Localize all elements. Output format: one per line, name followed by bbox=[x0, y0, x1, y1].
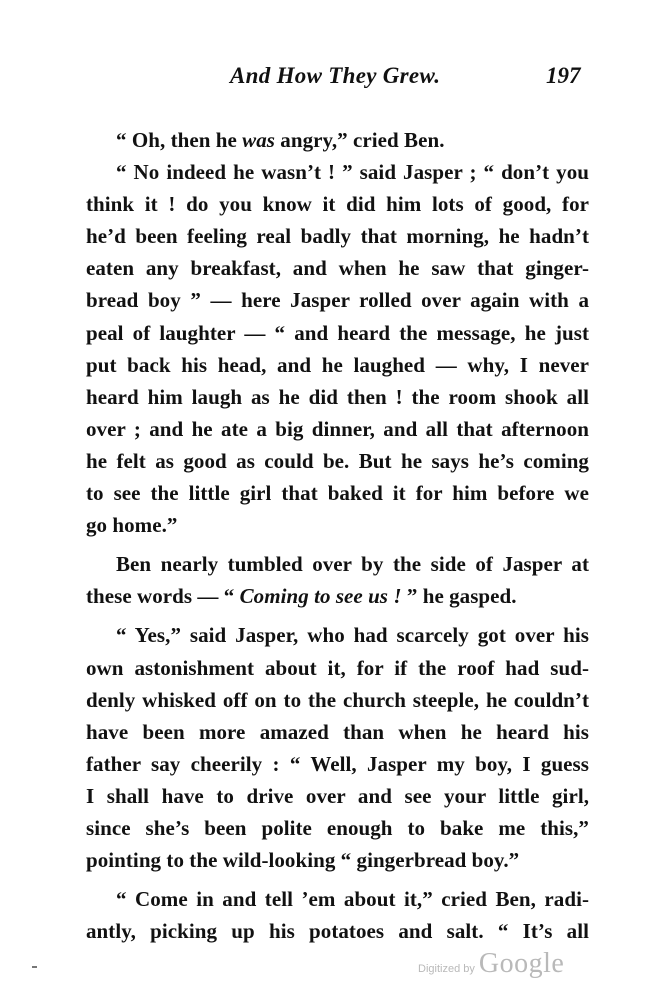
text-line bbox=[86, 349, 589, 381]
text-line bbox=[86, 812, 589, 844]
scan-mark bbox=[32, 966, 37, 968]
text-segment: denly whisked off on to the church steeple, he couldn’t bbox=[86, 687, 589, 712]
text-segment: own astonishment about it, for if the roof had sud- bbox=[86, 655, 589, 680]
italic-text: was bbox=[242, 128, 275, 152]
text-line bbox=[86, 317, 589, 349]
text-segment: heard him laugh as he did then ! the room shook all bbox=[86, 384, 589, 409]
text-line bbox=[86, 780, 589, 812]
text-segment: pointing to the wild-looking “ gingerbread boy.” bbox=[86, 848, 520, 873]
text-line bbox=[86, 220, 589, 252]
text-line bbox=[86, 381, 589, 413]
text-segment: have been more amazed than when he heard his bbox=[86, 719, 589, 744]
text-line bbox=[86, 652, 589, 684]
text-segment: think it ! do you know it did him lots of good, for bbox=[86, 192, 589, 217]
text-segment: “ Come in and tell ’em about it,” cried Ben, radi- bbox=[116, 887, 589, 912]
text-segment: bread boy ” — here Jasper rolled over again with a bbox=[86, 288, 589, 313]
text-segment: father say cheerily : “ Well, Jasper my boy, I guess bbox=[86, 751, 589, 776]
text-segment: eaten any breakfast, and when he saw that ginger- bbox=[86, 256, 589, 281]
text-line bbox=[86, 748, 589, 780]
body-text bbox=[86, 124, 589, 947]
running-title: And How They Grew. bbox=[230, 63, 441, 88]
text-line bbox=[86, 619, 589, 651]
text-line bbox=[86, 284, 589, 316]
text-segment: peal of laughter — “ and heard the message, he just bbox=[86, 320, 589, 345]
text-line bbox=[86, 445, 589, 477]
text-line bbox=[86, 413, 589, 445]
digitized-watermark bbox=[418, 948, 564, 980]
text-segment: antly, picking up his potatoes and salt. “ It’s all bbox=[86, 919, 589, 944]
text-line bbox=[86, 883, 589, 915]
text-segment: Ben nearly tumbled over by the side of Jasper at bbox=[116, 552, 589, 577]
text-segment: go home.” bbox=[86, 513, 178, 538]
text-line bbox=[86, 188, 589, 220]
text-line bbox=[86, 124, 589, 156]
google-logo: Google bbox=[478, 948, 565, 979]
text-line bbox=[86, 156, 589, 188]
text-line bbox=[86, 716, 589, 748]
text-segment: angry,” cried Ben. bbox=[274, 128, 445, 152]
text-segment: since she’s been polite enough to bake me this,” bbox=[86, 815, 589, 840]
text-segment: ” he gasped. bbox=[401, 584, 517, 609]
text-segment: put back his head, and he laughed — why, I never bbox=[86, 352, 589, 377]
text-segment: these words — “ bbox=[86, 584, 240, 609]
text-segment: I shall have to drive over and see your little girl, bbox=[86, 783, 589, 808]
italic-text: Coming to see us ! bbox=[239, 584, 402, 609]
text-segment: “ Yes,” said Jasper, who had scarcely got over his bbox=[116, 623, 589, 648]
text-line bbox=[86, 548, 589, 580]
text-line bbox=[86, 580, 589, 612]
text-segment: he felt as good as could be. But he says he’s coming bbox=[86, 448, 589, 473]
text-line bbox=[86, 684, 589, 716]
text-line bbox=[86, 844, 589, 876]
page-number: 197 bbox=[546, 63, 581, 88]
digitized-label: Digitized by bbox=[418, 963, 475, 975]
text-line bbox=[86, 252, 589, 284]
text-line bbox=[86, 477, 589, 509]
text-line bbox=[86, 509, 589, 541]
text-line bbox=[86, 915, 589, 947]
text-segment: over ; and he ate a big dinner, and all that afternoon bbox=[86, 416, 589, 441]
text-segment: he’d been feeling real badly that morning, he hadn’t bbox=[86, 224, 589, 249]
text-segment: “ No indeed he wasn’t ! ” said Jasper ; “ don’t you bbox=[116, 160, 589, 185]
text-segment: to see the little girl that baked it for him before we bbox=[86, 481, 589, 506]
text-segment: “ Oh, then he bbox=[116, 128, 243, 152]
